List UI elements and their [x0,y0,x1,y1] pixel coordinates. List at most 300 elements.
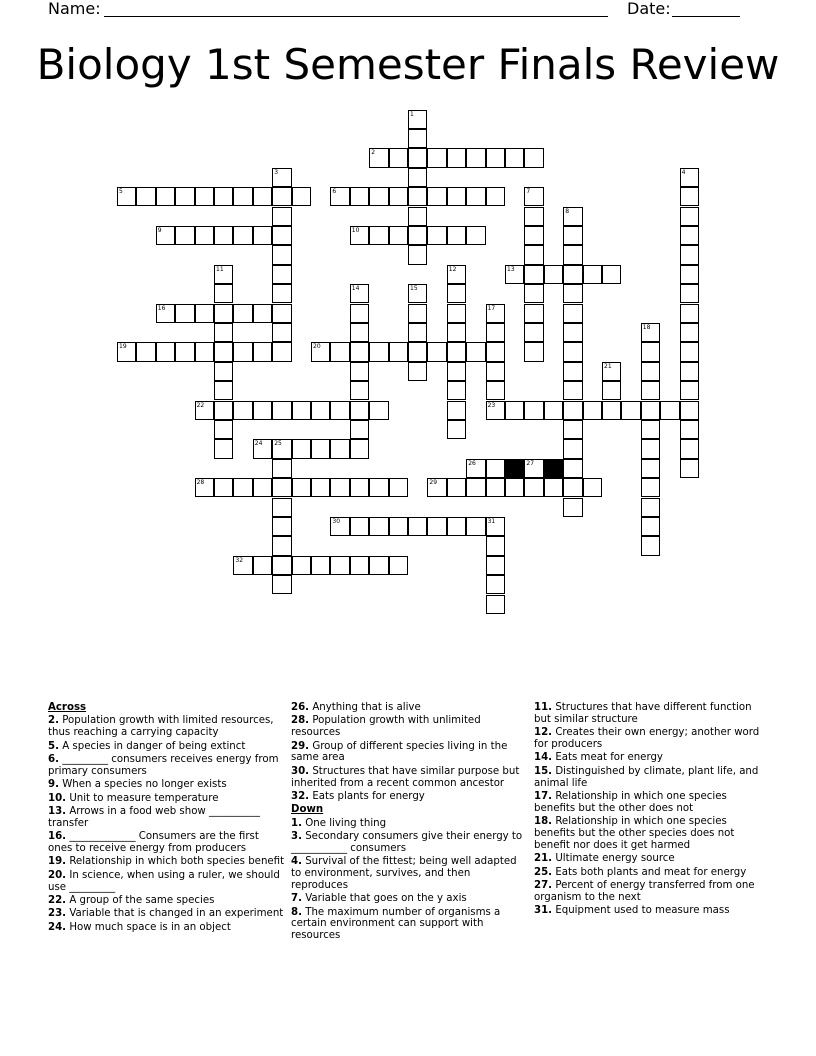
crossword-cell[interactable] [292,556,311,575]
crossword-cell[interactable] [583,401,602,420]
crossword-cell[interactable] [408,110,427,129]
crossword-cell[interactable] [195,342,214,361]
clue-text: Eats both plants and meat for energy [555,866,747,878]
crossword-cell[interactable] [486,517,505,536]
crossword-cell[interactable] [524,265,543,284]
crossword-cell[interactable] [505,401,524,420]
clue-text: A group of the same species [69,894,215,906]
clue-item [48,831,286,855]
crossword-cell[interactable] [680,459,699,478]
crossword-cell[interactable] [486,148,505,167]
crossword-cell[interactable] [524,207,543,226]
crossword-cell[interactable] [253,342,272,361]
crossword-cell[interactable] [175,304,194,323]
crossword-cell[interactable] [524,148,543,167]
crossword-cell[interactable] [447,148,466,167]
clue-number: 30. [291,765,310,777]
clue-item [48,870,286,894]
crossword-cell[interactable] [408,517,427,536]
crossword-cell[interactable] [253,439,272,458]
crossword-cell[interactable] [408,226,427,245]
crossword-cell[interactable] [408,245,427,264]
clue-number: 27 [526,459,535,467]
crossword-cell[interactable] [486,556,505,575]
crossword-cell[interactable] [272,168,291,187]
crossword-cell[interactable] [447,517,466,536]
crossword-cell[interactable] [563,459,582,478]
crossword-cell[interactable] [253,187,272,206]
crossword-cell[interactable] [117,342,136,361]
crossword-cell[interactable] [641,459,660,478]
crossword-cell[interactable] [680,265,699,284]
crossword-cell[interactable] [408,148,427,167]
crossword-cell[interactable] [272,342,291,361]
crossword-cell[interactable] [292,439,311,458]
crossword-cell[interactable] [563,245,582,264]
crossword-cell[interactable] [350,304,369,323]
crossword-cell[interactable] [233,226,252,245]
crossword-cell[interactable] [369,517,388,536]
crossword-cell[interactable] [350,478,369,497]
crossword-cell[interactable] [563,207,582,226]
clue-number: 17. [534,790,553,802]
crossword-cell[interactable] [602,381,621,400]
crossword-cell[interactable] [563,323,582,342]
crossword-cell[interactable] [486,536,505,555]
clue-number: 12. [534,727,553,739]
crossword-cell[interactable] [408,362,427,381]
crossword-cell[interactable] [641,420,660,439]
crossword-cell[interactable] [272,498,291,517]
crossword-cell[interactable] [427,342,446,361]
crossword-cell[interactable] [524,342,543,361]
clue-text: A species in danger of being extinct [62,740,246,752]
crossword-cell[interactable] [427,478,446,497]
crossword-cell[interactable] [311,439,330,458]
crossword-cell[interactable] [641,478,660,497]
clue-item [291,715,527,739]
crossword-cell[interactable] [524,323,543,342]
crossword-cell[interactable] [447,323,466,342]
crossword-cell[interactable] [369,342,388,361]
crossword-cell[interactable] [272,245,291,264]
crossword-cell[interactable] [563,265,582,284]
crossword-cell[interactable] [408,187,427,206]
crossword-cell[interactable] [641,498,660,517]
crossword-cell[interactable] [563,498,582,517]
crossword-cell[interactable] [214,284,233,303]
crossword-cell[interactable] [524,401,543,420]
crossword-cell[interactable] [253,478,272,497]
clue-text: _____________ Consumers are the first ones to receive energy from producers [48,831,259,854]
crossword-cell[interactable] [680,420,699,439]
crossword-cell[interactable] [466,148,485,167]
crossword-cell[interactable] [641,517,660,536]
crossword-cell[interactable] [233,478,252,497]
crossword-cell[interactable] [680,323,699,342]
crossword-cell[interactable] [505,148,524,167]
crossword-cell[interactable] [583,265,602,284]
clue-text: Anything that is alive [312,702,421,713]
clue-number: 24 [254,440,263,448]
crossword-cell[interactable] [156,226,175,245]
crossword-cell[interactable] [369,148,388,167]
crossword-cell[interactable] [524,284,543,303]
crossword-cell[interactable] [272,517,291,536]
clue-number: 6. [48,753,59,765]
crossword-cell[interactable] [486,187,505,206]
crossword-cell[interactable] [602,362,621,381]
crossword-cell[interactable] [680,207,699,226]
crossword-cell[interactable] [175,226,194,245]
crossword-cell[interactable] [233,556,252,575]
crossword-cell[interactable] [583,478,602,497]
clue-text: Ultimate energy source [555,853,675,865]
crossword-cell[interactable] [563,381,582,400]
crossword-cell[interactable] [214,226,233,245]
crossword-cell[interactable] [447,265,466,284]
crossword-cell[interactable] [602,265,621,284]
clue-number: 15. [534,765,553,777]
crossword-cell[interactable] [214,342,233,361]
crossword-cell[interactable] [427,148,446,167]
clue-text: Structures that have similar purpose but inherited from a recent common ancestor [291,765,520,789]
clue-number: 17 [487,304,496,312]
clue-number: 22 [196,401,205,409]
crossword-cell[interactable] [447,226,466,245]
crossword-cell[interactable] [330,478,349,497]
clue-text: Variable that is changed in an experiment [69,908,284,920]
clue-text: Population growth with unlimited resources [291,715,481,739]
clue-column-2 [291,702,527,944]
clue-item [48,779,286,791]
crossword-cell[interactable] [311,478,330,497]
crossword-cell[interactable] [505,478,524,497]
clue-item [534,867,770,879]
crossword-cell[interactable] [408,168,427,187]
crossword-cell[interactable] [272,323,291,342]
crossword-cell[interactable] [272,459,291,478]
crossword-cell[interactable] [272,207,291,226]
crossword-cell[interactable] [447,478,466,497]
crossword-cell[interactable] [486,575,505,594]
crossword-cell[interactable] [680,187,699,206]
crossword-cell[interactable] [195,304,214,323]
crossword-cell[interactable] [389,478,408,497]
clue-item [534,880,770,904]
crossword-cell[interactable] [214,304,233,323]
clue-number: 16 [157,304,166,312]
crossword-cell[interactable] [330,401,349,420]
crossword-cell[interactable] [524,226,543,245]
crossword-cell[interactable] [680,362,699,381]
clue-number: 14. [534,752,553,764]
crossword-cell[interactable] [156,187,175,206]
crossword-cell[interactable] [641,536,660,555]
clue-number: 6 [332,188,337,196]
crossword-cell[interactable] [272,187,291,206]
crossword-cell[interactable] [330,556,349,575]
crossword-cell[interactable] [233,342,252,361]
clue-item [48,754,286,778]
crossword-cell[interactable] [408,323,427,342]
crossword-cell[interactable] [214,478,233,497]
crossword-cell[interactable] [680,284,699,303]
crossword-cell[interactable] [466,187,485,206]
crossword-cell[interactable] [524,304,543,323]
crossword-cell[interactable] [311,342,330,361]
crossword-cell[interactable] [602,401,621,420]
crossword-cell[interactable] [195,401,214,420]
crossword-cell[interactable] [272,304,291,323]
crossword-cell[interactable] [272,556,291,575]
crossword-cell[interactable] [214,381,233,400]
clue-number: 13. [48,805,67,817]
crossword-cell[interactable] [427,187,446,206]
crossword-cell[interactable] [330,517,349,536]
crossword-cell[interactable] [175,342,194,361]
crossword-cell[interactable] [389,342,408,361]
crossword-cell[interactable] [272,575,291,594]
clue-text: How much space is in an object [69,921,231,933]
clue-number: 20 [313,343,321,351]
clue-number: 26. [291,702,310,713]
crossword-cell[interactable] [253,304,272,323]
crossword-cell[interactable] [195,187,214,206]
crossword-cell[interactable] [156,342,175,361]
clue-text: Percent of energy transferred from one organism to the next [534,879,755,903]
crossword-cell[interactable] [350,439,369,458]
crossword-cell[interactable] [447,420,466,439]
crossword-cell[interactable] [389,226,408,245]
clue-text: Relationship in which one species benefits but the other species does not benefit nor does it get harmed [534,816,735,851]
clue-number: 29. [291,740,310,752]
crossword-cell[interactable] [486,342,505,361]
crossword-cell[interactable] [292,401,311,420]
crossword-cell[interactable] [641,439,660,458]
crossword-cell[interactable] [136,187,155,206]
clue-number: 28 [196,479,205,487]
crossword-cell[interactable] [641,381,660,400]
crossword-cell[interactable] [486,401,505,420]
crossword-cell[interactable] [214,323,233,342]
clue-number: 11. [534,702,553,713]
crossword-cell[interactable] [563,304,582,323]
crossword-cell[interactable] [195,226,214,245]
clue-item [291,791,527,803]
crossword-cell[interactable] [350,362,369,381]
crossword-cell[interactable] [350,226,369,245]
clue-number: 25. [534,866,553,878]
crossword-cell[interactable] [233,187,252,206]
clue-item [48,895,286,907]
crossword-cell[interactable] [486,304,505,323]
crossword-cell[interactable] [156,304,175,323]
crossword-cell[interactable] [544,401,563,420]
crossword-cell[interactable] [175,187,194,206]
crossword-cell[interactable] [408,284,427,303]
clue-number: 21. [534,853,553,865]
crossword-cell[interactable] [447,304,466,323]
crossword-cell[interactable] [292,187,311,206]
crossword-cell[interactable] [447,187,466,206]
crossword-cell[interactable] [350,342,369,361]
clue-text: Arrows in a food web show __________ transfer [48,805,260,829]
crossword-cell[interactable] [311,556,330,575]
crossword-cell[interactable] [272,226,291,245]
crossword-cell[interactable] [272,536,291,555]
crossword-cell[interactable] [544,478,563,497]
crossword-cell[interactable] [680,226,699,245]
crossword-cell[interactable] [350,381,369,400]
crossword-cell[interactable] [563,362,582,381]
crossword-cell[interactable] [389,517,408,536]
crossword-cell[interactable] [486,323,505,342]
crossword-cell[interactable] [350,187,369,206]
crossword-cell[interactable] [272,401,291,420]
crossword-cell[interactable] [524,187,543,206]
crossword-cell[interactable] [486,478,505,497]
crossword-cell[interactable] [330,342,349,361]
crossword-cell[interactable] [350,284,369,303]
crossword-cell[interactable] [466,478,485,497]
crossword-cell[interactable] [214,401,233,420]
crossword-cell[interactable] [272,439,291,458]
crossword-cell[interactable] [292,478,311,497]
crossword-cell[interactable] [680,245,699,264]
crossword-cell[interactable] [680,304,699,323]
crossword-cell[interactable] [447,401,466,420]
clue-item [534,766,770,790]
crossword-cell[interactable] [389,148,408,167]
clue-number: 2 [371,149,376,157]
crossword-cell[interactable] [563,478,582,497]
crossword-cell[interactable] [427,226,446,245]
crossword-cell[interactable] [641,401,660,420]
crossword-cell[interactable] [330,439,349,458]
crossword-cell[interactable] [330,187,349,206]
clue-text: _________ consumers receives energy from primary consumers [48,753,279,777]
crossword-cell[interactable] [680,439,699,458]
clue-number: 16. [48,831,67,843]
crossword-cell[interactable] [369,556,388,575]
crossword-cell[interactable] [408,342,427,361]
crossword-cell[interactable] [680,342,699,361]
crossword-cell[interactable] [524,478,543,497]
clue-number: 15 [410,285,418,293]
clue-item [48,908,286,920]
crossword-cell[interactable] [447,362,466,381]
crossword-cell[interactable] [350,420,369,439]
crossword-cell[interactable] [136,342,155,361]
clue-number: 18 [642,323,651,331]
crossword-cell[interactable] [117,187,136,206]
clue-item [291,702,527,714]
crossword-cell[interactable] [505,265,524,284]
crossword-cell[interactable] [389,556,408,575]
crossword-cell[interactable] [272,284,291,303]
clue-text: One living thing [305,817,387,829]
crossword-cell[interactable] [253,401,272,420]
crossword-cell[interactable] [563,226,582,245]
crossword-cell[interactable] [486,381,505,400]
crossword-cell[interactable] [544,265,563,284]
crossword-cell[interactable] [466,226,485,245]
crossword-cell[interactable] [466,459,485,478]
crossword-cell[interactable] [214,265,233,284]
crossword-cell[interactable] [350,556,369,575]
crossword-cell[interactable] [563,439,582,458]
crossword-cell[interactable] [486,362,505,381]
crossword-cell[interactable] [214,439,233,458]
crossword-cell[interactable] [447,284,466,303]
crossword-cell[interactable] [350,517,369,536]
crossword-cell[interactable] [621,401,640,420]
crossword-cell[interactable] [272,265,291,284]
crossword-cell[interactable] [641,323,660,342]
crossword-cell[interactable] [272,478,291,497]
clue-number: 18. [534,816,553,828]
crossword-cell[interactable] [680,168,699,187]
crossword-cell[interactable] [233,304,252,323]
crossword-cell[interactable] [369,187,388,206]
crossword-cell[interactable] [214,420,233,439]
crossword-cell[interactable] [680,381,699,400]
crossword-cell[interactable] [447,342,466,361]
crossword-cell[interactable] [369,401,388,420]
crossword-cell[interactable] [253,556,272,575]
crossword-cell[interactable] [350,323,369,342]
clue-text: Creates their own energy; another word for producers [534,727,760,750]
crossword-cell[interactable] [486,595,505,614]
crossword-cell[interactable] [408,129,427,148]
crossword-cell[interactable] [369,478,388,497]
crossword-cell[interactable] [427,517,446,536]
crossword-cell[interactable] [466,342,485,361]
crossword-cell[interactable] [641,362,660,381]
crossword-cell[interactable] [214,187,233,206]
crossword-cell[interactable] [524,245,543,264]
clue-item [291,818,527,830]
crossword-cell[interactable] [350,401,369,420]
clue-number: 9. [48,779,59,791]
crossword-cell[interactable] [408,304,427,323]
crossword-cell[interactable] [253,226,272,245]
clue-number: 8. [291,906,302,918]
crossword-cell[interactable] [233,401,252,420]
crossword-cell[interactable] [369,226,388,245]
crossword-cell[interactable] [563,342,582,361]
crossword-cell[interactable] [524,459,543,478]
crossword-cell[interactable] [214,362,233,381]
crossword-cell[interactable] [563,420,582,439]
crossword-cell[interactable] [195,478,214,497]
crossword-cell[interactable] [680,401,699,420]
crossword-cell[interactable] [389,187,408,206]
crossword-cell[interactable] [563,401,582,420]
crossword-cell[interactable] [311,401,330,420]
clue-text: When a species no longer exists [62,779,227,791]
clue-number: 29 [429,479,438,487]
crossword-cell[interactable] [486,459,505,478]
crossword-cell[interactable] [641,342,660,361]
crossword-cell[interactable] [408,207,427,226]
crossword-cell[interactable] [563,284,582,303]
crossword-cell[interactable] [660,401,679,420]
clue-number: 4. [291,856,302,868]
crossword-cell[interactable] [447,381,466,400]
crossword-cell[interactable] [466,517,485,536]
